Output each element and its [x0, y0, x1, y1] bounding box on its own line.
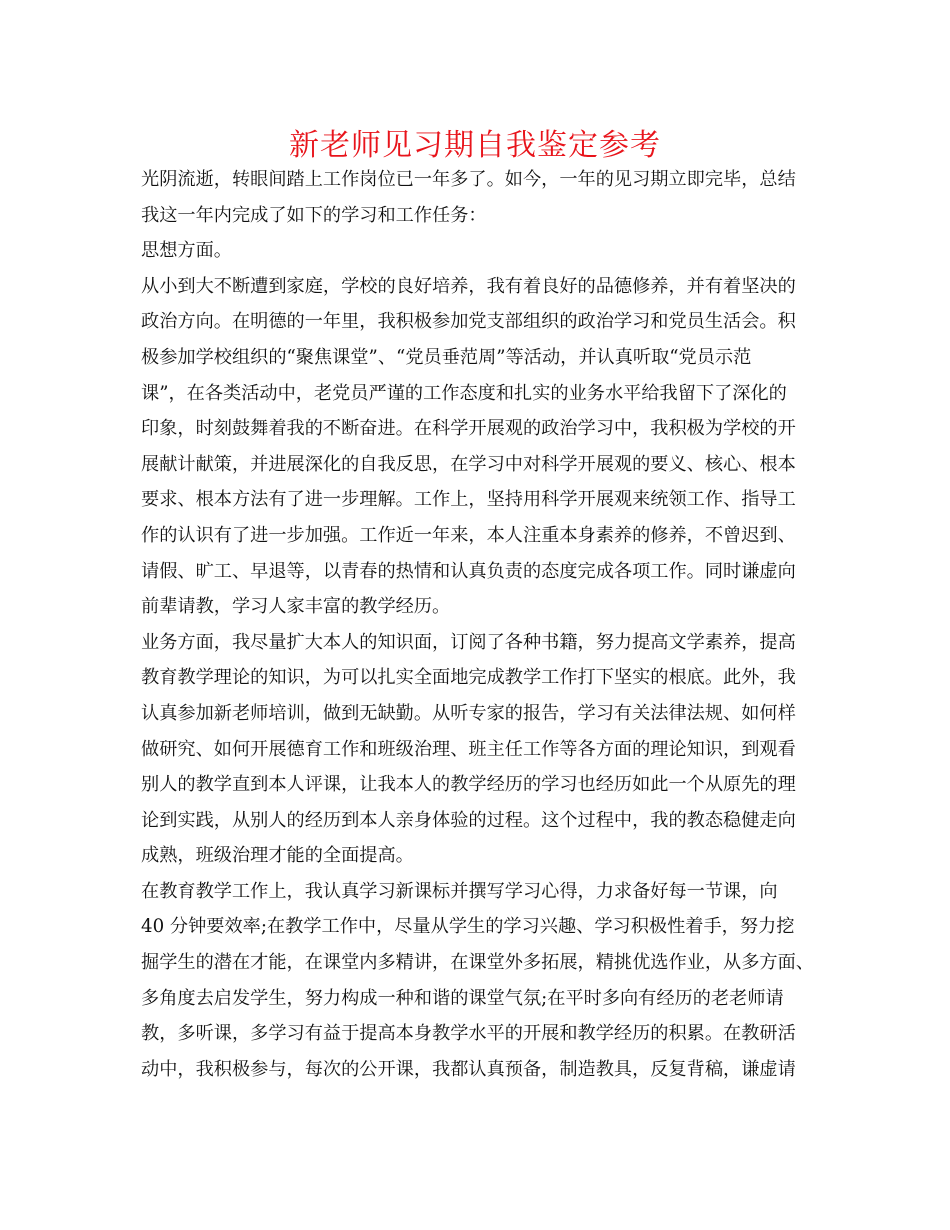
text-line: 掘学生的潜在才能，在课堂内多精讲，在课堂外多拓展，精挑优选作业，从多方面、: [141, 952, 814, 974]
text-line: 业务方面，我尽量扩大本人的知识面，订阅了各种书籍，努力提高文学素养，提高: [141, 631, 796, 653]
text-line: 从小到大不断遭到家庭，学校的良好培养，我有着良好的品德修养，并有着坚决的: [141, 275, 796, 297]
text-line: 前辈请教，学习人家丰富的教学经历。: [141, 596, 451, 618]
text-line: 别人的教学直到本人评课，让我本人的教学经历的学习也经历如此一个从原先的理: [141, 774, 796, 796]
section-heading: 思想方面。: [141, 240, 232, 262]
text-line: 光阴流逝，转眼间踏上工作岗位已一年多了。如今，一年的见习期立即完毕，总结: [141, 169, 796, 190]
text-line: 印象，时刻鼓舞着我的不断奋进。在科学开展观的政治学习中，我积极为学校的开: [141, 418, 796, 440]
text-line: 论到实践，从别人的经历到本人亲身体验的过程。这个过程中，我的教态稳健走向: [141, 809, 796, 831]
text-line: 展献计献策，并进展深化的自我反思，在学习中对科学开展观的要义、核心、根本: [141, 453, 796, 475]
text-line: 动中，我积极参与，每次的公开课，我都认真预备，制造教具，反复背稿，谦虚请: [141, 1058, 796, 1080]
text-line: 我这一年内完成了如下的学习和工作任务：: [141, 204, 487, 226]
text-line: 认真参加新老师培训，做到无缺勤。从听专家的报告，学习有关法律法规、如何样: [141, 702, 796, 724]
text-line: 请假、旷工、早退等，以青春的热情和认真负责的态度完成各项工作。同时谦虚向: [141, 560, 796, 582]
text-line: 40 分钟要效率;在教学工作中，尽量从学生的学习兴趣、学习积极性着手，努力挖: [141, 916, 795, 938]
text-line: 成熟，班级治理才能的全面提高。: [141, 845, 414, 867]
document-body: [141, 162, 821, 1087]
text-line: 作的认识有了进一步加强。工作近一年来，本人注重本身素养的修养，不曾迟到、: [141, 524, 796, 546]
text-line: 极参加学校组织的“聚焦课堂”、“党员垂范周”等活动，并认真听取“党员示范: [141, 346, 752, 368]
text-line: 多角度去启发学生，努力构成一种和谐的课堂气氛;在平时多向有经历的老老师请: [141, 987, 784, 1009]
text-line: 做研究、如何开展德育工作和班级治理、班主任工作等各方面的理论知识，到观看: [141, 738, 796, 760]
text-line: 课”，在各类活动中，老党员严谨的工作态度和扎实的业务水平给我留下了深化的: [141, 382, 787, 404]
text-line: 政治方向。在明德的一年里，我积极参加党支部组织的政治学习和党员生活会。积: [141, 311, 796, 333]
text-line: 要求、根本方法有了进一步理解。工作上，坚持用科学开展观来统领工作、指导工: [141, 489, 796, 511]
document-title: 新老师见习期自我鉴定参考: [289, 128, 661, 163]
text-line: 教育教学理论的知识，为可以扎实全面地完成教学工作打下坚实的根底。此外，我: [141, 667, 796, 689]
text-line: 在教育教学工作上，我认真学习新课标并撰写学习心得，力求备好每一节课，向: [141, 880, 778, 902]
text-line: 教，多听课，多学习有益于提高本身教学水平的开展和教学经历的积累。在教研活: [141, 1023, 796, 1045]
